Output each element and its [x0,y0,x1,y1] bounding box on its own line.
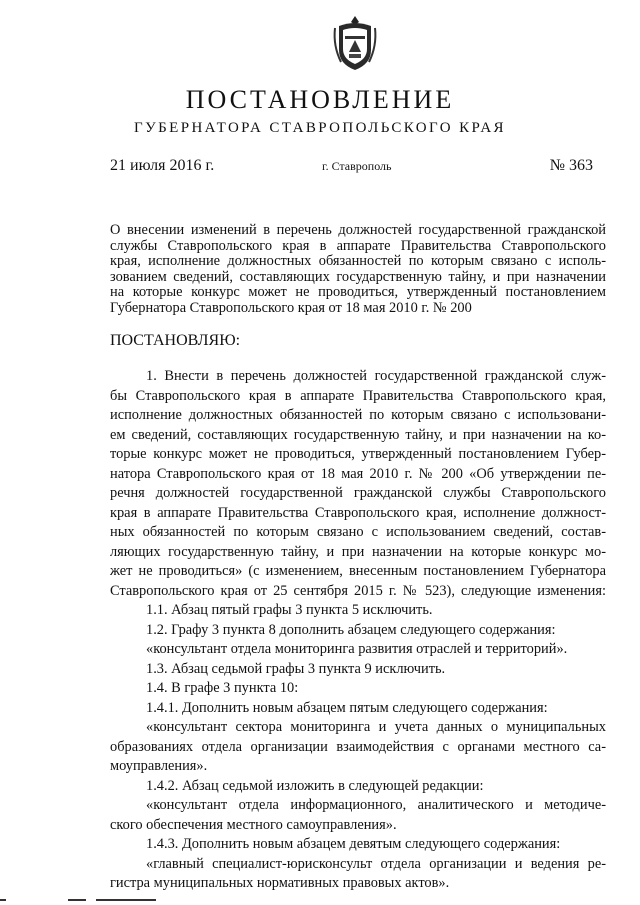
document-number: № 363 [549,157,593,174]
document-date: 21 июля 2016 г. [110,157,215,174]
subject-line: зованием сведений, составляющих государственную тайну, и при назначении [110,268,606,285]
document-title: ПОСТАНОВЛЕНИЕ [185,85,455,114]
body-line: Ставропольского края от 25 сентября 2015 г. № 523), следующие изменения: [110,582,606,599]
body-line: торые конкурс может не проводиться, утвержденный постановлением Губер- [110,446,606,462]
body-line: ных обязанностей по которым связано с использованием сведений, состав- [110,524,606,540]
document-city: г. Ставрополь [322,159,392,173]
body-line: 1.4.3. Дополнить новым абзацем девятым следующего содержания: [146,836,561,852]
decree-word: ПОСТАНОВЛЯЮ: [110,332,241,349]
body-line: бы Ставропольского края в аппарате Правительства Ставропольского края, [110,387,606,404]
document-subject [110,223,606,317]
body-line: ем сведений, составляющих государственную тайну, и при назначении на ко- [110,426,606,443]
body-line: моуправления». [110,758,208,774]
body-line: 1.2. Графу 3 пункта 8 дополнить абзацем следующего содержания: [146,621,556,638]
body-line: ского обеспечения местного самоуправления». [110,816,397,833]
body-line: речня должностей государственной гражданской службы Ставропольского [110,485,606,501]
body-line: натора Ставропольского края от 18 мая 2010 г. № 200 «Об утверждении пе- [110,465,606,482]
coat-of-arms-icon [331,14,379,72]
footer-dash [96,899,156,901]
body-line: «консультант отдела информационного, аналитического и методиче- [146,797,606,813]
body-line: края в аппарате Правительства Ставропольского края, исполнение должност- [110,504,606,521]
body-line: «консультант сектора мониторинга и учета данных о муниципальных [146,719,606,735]
document-meta [110,157,593,177]
subject-line: края, исполнение должностных обязанностей по которым связано с исполь- [110,253,606,270]
body-line: 1.4.2. Абзац седьмой изложить в следующей редакции: [146,777,484,794]
body-line: «главный специалист-юрисконсульт отдела организации и ведения ре- [146,855,606,872]
document-body [110,367,606,894]
subject-line: на которые конкурс может не проводиться, утвержденный постановлением [110,284,606,301]
body-line: ляющих государственную тайну, и при назначении на которые конкурс мо- [110,543,606,560]
footer-dash [68,899,86,901]
body-line: 1.1. Абзац пятый графы 3 пункта 5 исключить. [146,602,433,618]
footer-divider [0,899,640,902]
body-line: гистра муниципальных нормативных правовых актов». [110,875,450,891]
footer-dash [0,899,6,901]
subject-line: службы Ставропольского края в аппарате Правительства Ставропольского [110,237,606,254]
body-line: «консультант отдела мониторинга развития отраслей и территорий». [146,641,568,657]
body-line: 1.3. Абзац седьмой графы 3 пункта 9 исключить. [146,660,446,677]
subject-line: О внесении изменений в перечень должностей государственной гражданской [110,222,606,238]
body-line: 1.4.1. Дополнить новым абзацем пятым следующего содержания: [146,699,548,716]
body-line: жет не проводиться» (с изменением, внесенным постановлением Губернатора [110,563,606,579]
body-line: исполнение должностных обязанностей по которым связано с использовани- [110,407,606,423]
document-subtitle: ГУБЕРНАТОРА СТАВРОПОЛЬСКОГО КРАЯ [134,120,506,136]
body-line: 1. Внести в перечень должностей государственной гражданской служ- [146,368,606,384]
body-line: образованиях отдела организации взаимодействия с органами местного са- [110,738,606,755]
subject-line: Губернатора Ставропольского края от 18 мая 2010 г. № 200 [110,299,472,316]
body-line: 1.4. В графе 3 пункта 10: [146,680,299,696]
